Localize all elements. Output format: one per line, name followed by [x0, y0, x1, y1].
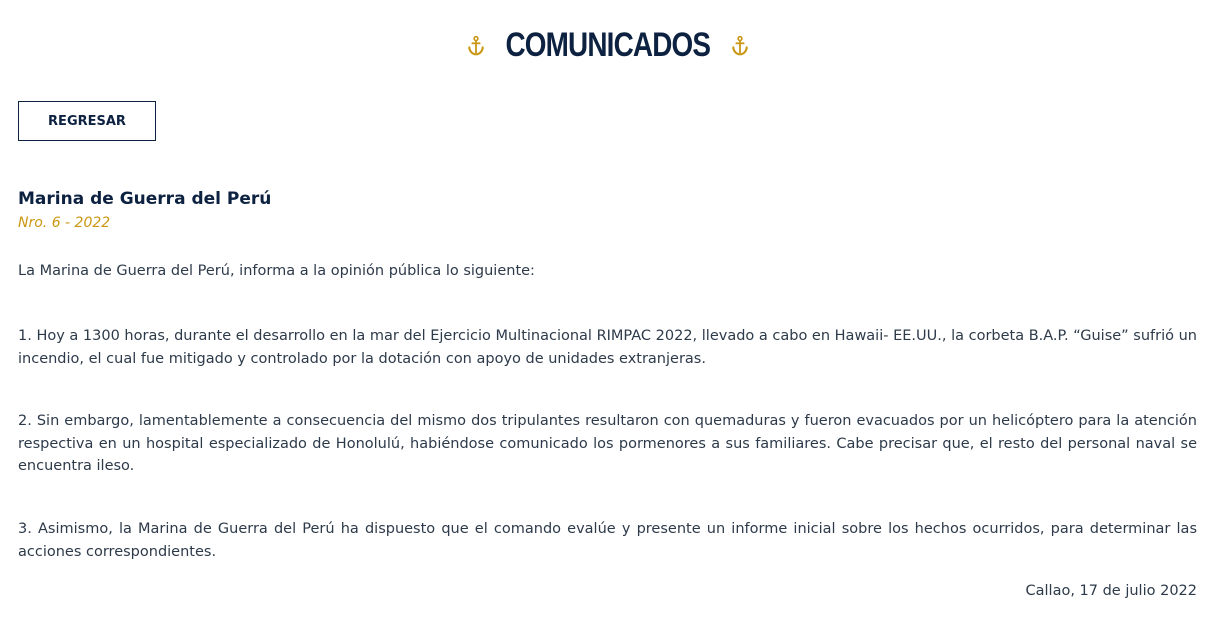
anchor-icon [731, 35, 749, 57]
paragraph-3: 3. Asimismo, la Marina de Guerra del Perú ha dispuesto que el comando evalúe y presente un informe inicial sobre los hechos ocurridos, para determinar las acciones correspondientes. [18, 521, 1197, 560]
back-button-label: REGRESAR [48, 113, 126, 129]
page-title: COMUNICADOS [505, 26, 711, 64]
paragraph-2: 2. Sin embargo, lamentablemente a consecuencia del mismo dos tripulantes resultaron con quemaduras y fueron evacuados por un helicóptero para la atención respectiva en un hospital especializado de Honolulú, habiéndose comunicado los pormenores a sus familiares. Cabe precisar que, el resto del personal naval se encuentra ileso. [18, 413, 1197, 474]
intro-paragraph: La Marina de Guerra del Perú, informa a la opinión pública lo siguiente: [18, 263, 535, 279]
anchor-icon [467, 35, 485, 57]
page-header [0, 26, 1216, 65]
organization-name: Marina de Guerra del Perú [18, 189, 272, 209]
paragraph-1: 1. Hoy a 1300 horas, durante el desarrollo en la mar del Ejercicio Multinacional RIMPAC 2022, llevado a cabo en Hawaii- EE.UU., la corbeta B.A.P. “Guise” sufrió un incendio, el cual fue mitigado y controlado por la dotación con apoyo de unidades extranjeras. [18, 328, 1197, 367]
back-button[interactable] [18, 101, 156, 141]
place-date: Callao, 17 de julio 2022 [1025, 583, 1197, 599]
communique-number: Nro. 6 - 2022 [18, 215, 111, 231]
